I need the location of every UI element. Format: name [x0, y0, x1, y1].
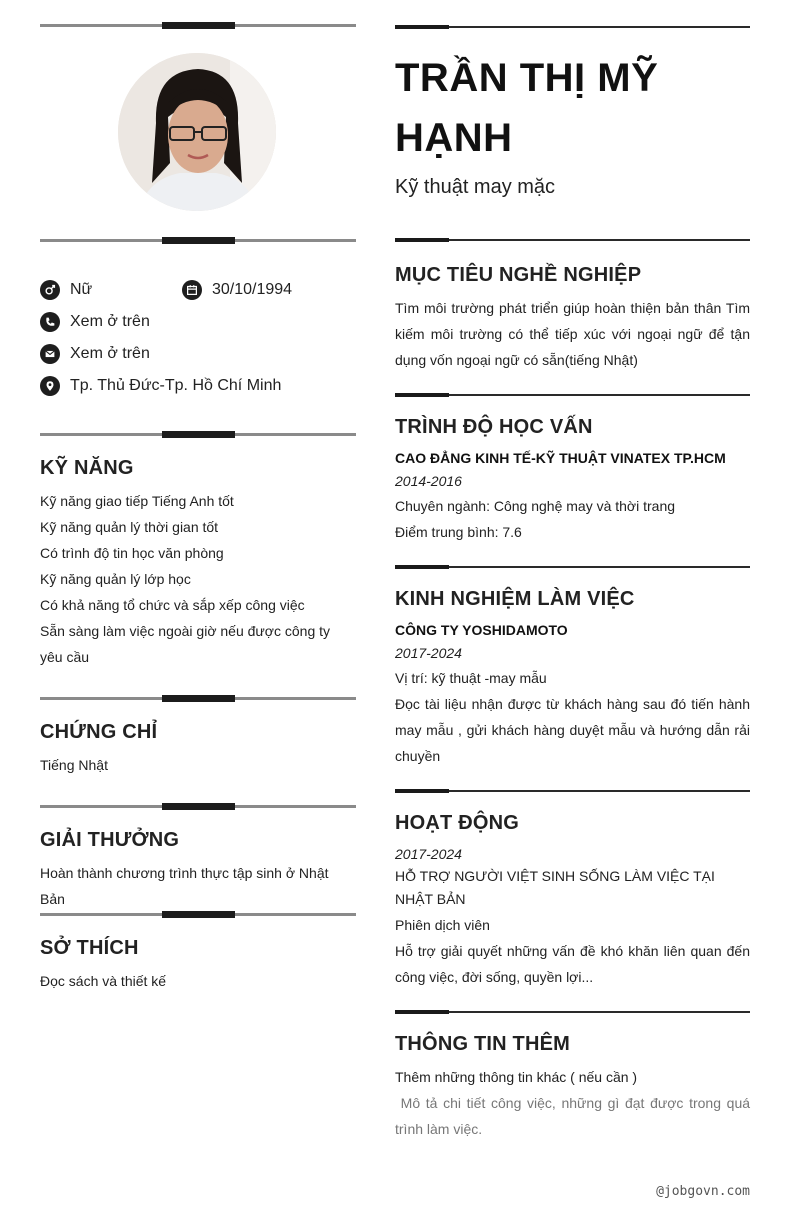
additional-hint: Mô tả chi tiết công việc, những gì đạt được trong quá trình làm việc. — [395, 1095, 754, 1137]
divider — [40, 911, 356, 919]
phone-value: Xem ở trên — [70, 313, 150, 330]
divider — [40, 22, 356, 30]
list-item: Có trình độ tin học văn phòng — [40, 545, 224, 561]
mail-icon — [40, 344, 60, 364]
activities-organization: HỖ TRỢ NGƯỜI VIỆT SINH SỐNG LÀM VIỆC TẠI NHẬT BẢN — [395, 868, 715, 907]
additional-line: Thêm những thông tin khác ( nếu cần ) — [395, 1069, 638, 1085]
location-icon — [40, 376, 60, 396]
skills-heading: KỸ NĂNG — [40, 457, 134, 479]
job-title: Kỹ thuật may mặc — [395, 176, 556, 198]
activities-description: Hỗ trợ giải quyết những vấn đề khó khăn liên quan đến công việc, đời sống, quyền lợi... — [395, 943, 750, 985]
list-item: Kỹ năng quản lý lớp học — [40, 571, 191, 587]
divider — [395, 238, 750, 243]
certificate-item: Tiếng Nhật — [40, 757, 108, 773]
divider — [395, 565, 750, 570]
activities-role: Phiên dịch viên — [395, 917, 490, 933]
candidate-name: TRẦN THỊ MỸ HẠNH — [395, 56, 659, 160]
watermark: @jobgovn.com — [656, 1184, 750, 1199]
address-value: Tp. Thủ Đức-Tp. Hồ Chí Minh — [70, 377, 282, 394]
list-item: Có khả năng tổ chức và sắp xếp công việc — [40, 597, 305, 613]
additional-heading: THÔNG TIN THÊM — [395, 1033, 571, 1055]
school-name: CAO ĐẲNG KINH TẾ-KỸ THUẬT VINATEX TP.HCM — [395, 450, 726, 466]
activities-heading: HOẠT ĐỘNG — [395, 812, 520, 834]
phone-icon — [40, 312, 60, 332]
divider — [395, 393, 750, 398]
dob-value: 30/10/1994 — [212, 281, 293, 298]
list-item: Kỹ năng quản lý thời gian tốt — [40, 519, 219, 535]
divider — [40, 237, 356, 245]
calendar-icon — [182, 280, 202, 300]
gender-row — [40, 279, 92, 301]
experience-period: 2017-2024 — [395, 645, 462, 661]
divider — [40, 803, 356, 811]
award-item: Hoàn thành chương trình thực tập sinh ở Nhật Bản — [40, 865, 329, 907]
education-period: 2014-2016 — [395, 473, 462, 489]
education-gpa: Điểm trung bình: 7.6 — [395, 524, 522, 540]
company-name: CÔNG TY YOSHIDAMOTO — [395, 622, 568, 638]
skills-list — [40, 488, 356, 670]
divider — [395, 25, 750, 30]
experience-heading: KINH NGHIỆM LÀM VIỆC — [395, 588, 635, 610]
email-value: Xem ở trên — [70, 345, 150, 362]
address-row — [40, 375, 281, 397]
awards-heading: GIẢI THƯỞNG — [40, 829, 180, 851]
divider — [395, 789, 750, 794]
divider — [40, 695, 356, 703]
email-row — [40, 343, 150, 365]
dob-row — [182, 279, 292, 301]
list-item: Kỹ năng giao tiếp Tiếng Anh tốt — [40, 493, 234, 509]
experience-description: Đọc tài liệu nhận được từ khách hàng sau đó tiến hành may mẫu , gửi khách hàng duyệt mẫu và hướng dẫn rải chuyền — [395, 696, 750, 764]
activities-period: 2017-2024 — [395, 846, 462, 862]
divider — [40, 431, 356, 439]
objective-heading: MỤC TIÊU NGHỀ NGHIỆP — [395, 264, 642, 286]
divider — [395, 1010, 750, 1015]
experience-position: Vị trí: kỹ thuật -may mẫu — [395, 670, 547, 686]
phone-row — [40, 311, 150, 333]
education-major: Chuyên ngành: Công nghệ may và thời trang — [395, 498, 676, 514]
gender-value: Nữ — [70, 281, 93, 298]
portrait-photo — [118, 53, 276, 211]
gender-icon — [40, 280, 60, 300]
objective-text: Tìm môi trường phát triển giúp hoàn thiện bản thân Tìm kiếm môi trường có thể tiếp xúc với ngoại ngữ để tận dụng vốn ngoại ngữ có sẵn(tiếng Nhật) — [395, 300, 750, 368]
avatar — [118, 53, 276, 211]
hobbies-heading: SỞ THÍCH — [40, 937, 139, 959]
list-item: Sẵn sàng làm việc ngoài giờ nếu được công ty yêu cầu — [40, 623, 331, 665]
education-heading: TRÌNH ĐỘ HỌC VẤN — [395, 416, 593, 438]
hobby-item: Đọc sách và thiết kế — [40, 973, 167, 989]
certificates-heading: CHỨNG CHỈ — [40, 721, 158, 743]
